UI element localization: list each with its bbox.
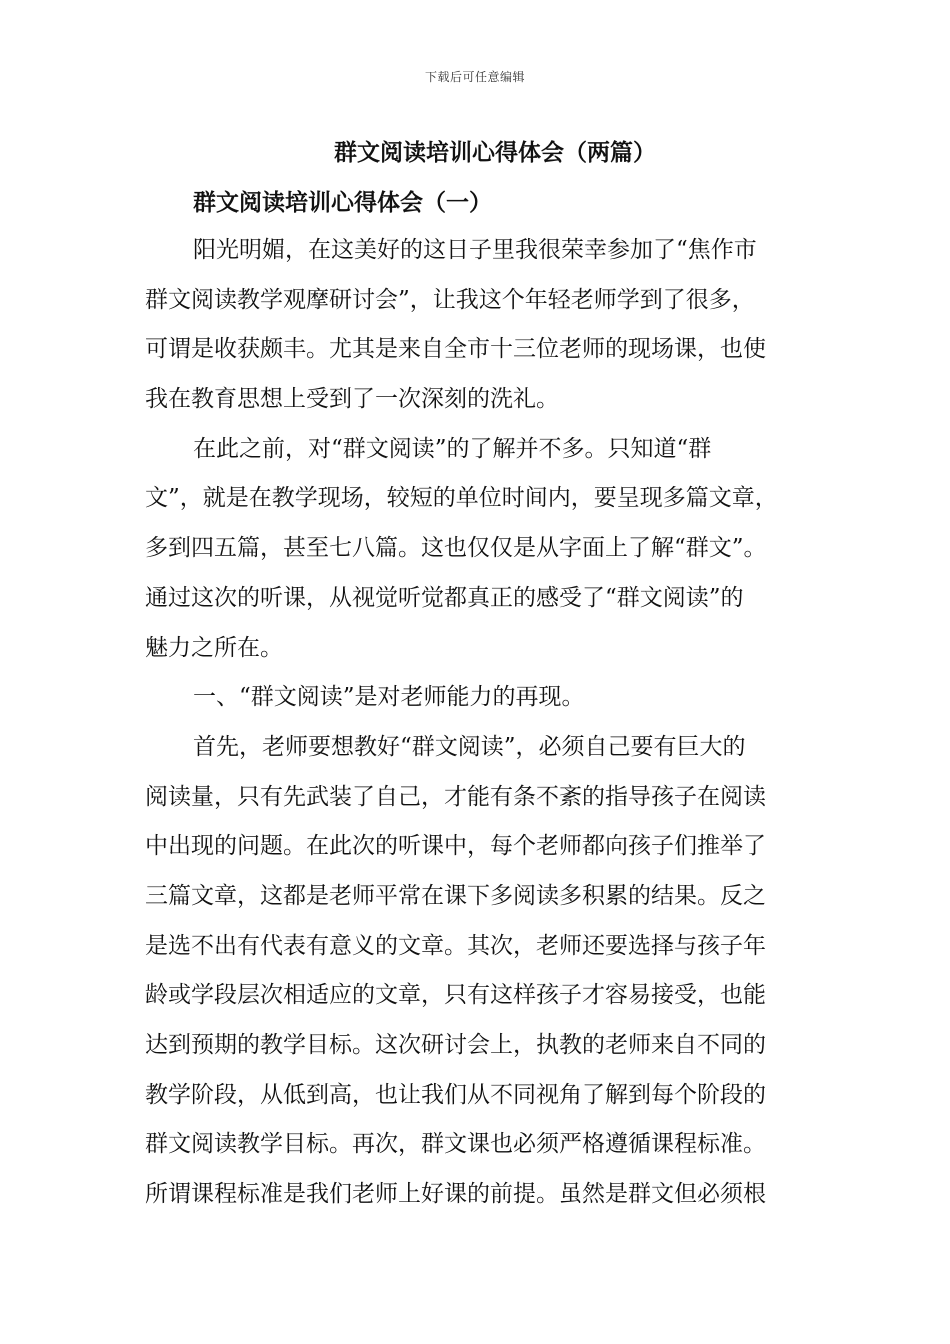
text-line: 在此之前，对“群文阅读”的了解并不多。只知道“群: [193, 435, 712, 462]
text-line: 阳光明媚，在这美好的这日子里我很荣幸参加了“焦作市: [193, 237, 757, 263]
text-line: 一、“群文阅读”是对老师能力的再现。: [193, 684, 585, 711]
text-line: 是选不出有代表有意义的文章。其次，老师还要选择与孩子年: [145, 932, 766, 959]
text-line: 文”，就是在教学现场，较短的单位时间内，要呈现多篇文章，: [145, 485, 778, 512]
section-title: 群文阅读培训心得体会（一）: [193, 189, 492, 216]
page-header: 下载后可任意编辑: [424, 70, 525, 84]
text-line: 群文阅读教学观摩研讨会”，让我这个年轻老师学到了很多，: [145, 286, 755, 313]
text-line: 龄或学段层次相适应的文章，只有这样孩子才容易接受，也能: [145, 982, 766, 1009]
text-line: 所谓课程标准是我们老师上好课的前提。虽然是群文但必须根: [145, 1181, 766, 1208]
text-line: 三篇文章，这都是老师平常在课下多阅读多积累的结果。反之: [145, 882, 766, 909]
text-line: 达到预期的教学目标。这次研讨会上，执教的老师来自不同的: [145, 1032, 766, 1058]
text-line: 中出现的问题。在此次的听课中，每个老师都向孩子们推举了: [145, 833, 766, 860]
text-line: 可谓是收获颇丰。尤其是来自全市十三位老师的现场课，也使: [145, 336, 766, 363]
text-line: 首先，老师要想教好“群文阅读”，必须自己要有巨大的: [193, 733, 746, 760]
text-line: 阅读量，只有先武装了自己，才能有条不紊的指导孩子在阅读: [145, 783, 766, 810]
text-line: 多到四五篇，甚至七八篇。这也仅仅是从字面上了解“群文”。: [145, 535, 767, 562]
text-line: 我在教育思想上受到了一次深刻的洗礼。: [145, 386, 559, 413]
text-line: 通过这次的听课，从视觉听觉都真正的感受了“群文阅读”的: [145, 584, 744, 611]
text-line: 教学阶段，从低到高，也让我们从不同视角了解到每个阶段的: [145, 1081, 766, 1108]
text-line: 魅力之所在。: [145, 634, 283, 661]
body-text: [145, 226, 813, 1220]
document-title: 群文阅读培训心得体会（两篇）: [334, 139, 656, 166]
text-line: 群文阅读教学目标。再次，群文课也必须严格遵循课程标准。: [145, 1131, 766, 1158]
